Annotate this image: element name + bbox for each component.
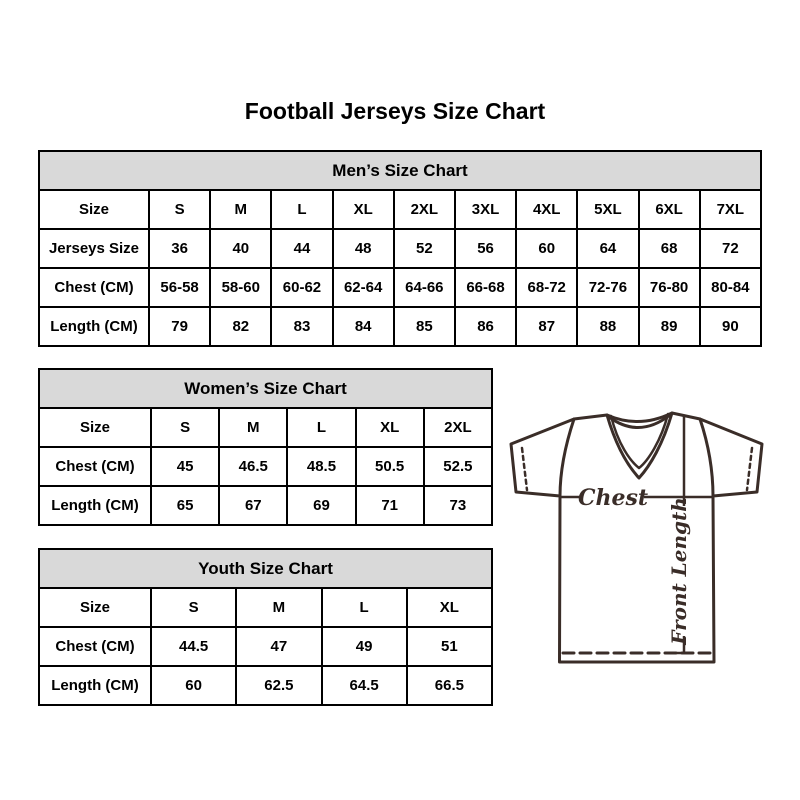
table-row <box>39 627 492 666</box>
value-cell: 36 <box>149 229 210 268</box>
value-cell: S <box>149 190 210 229</box>
row-label-cell: Length (CM) <box>39 486 151 525</box>
value-cell: 60-62 <box>271 268 332 307</box>
value-cell: 69 <box>287 486 355 525</box>
value-cell: 3XL <box>455 190 516 229</box>
value-cell: 58-60 <box>210 268 271 307</box>
value-cell: 89 <box>639 307 700 346</box>
value-cell: 72-76 <box>577 268 638 307</box>
value-cell: 4XL <box>516 190 577 229</box>
row-label-cell: Size <box>39 408 151 447</box>
row-label-cell: Jerseys Size <box>39 229 149 268</box>
value-cell: 80-84 <box>700 268 761 307</box>
value-cell: XL <box>356 408 424 447</box>
row-label-cell: Chest (CM) <box>39 447 151 486</box>
value-cell: 88 <box>577 307 638 346</box>
table-header-row <box>39 369 492 408</box>
youth-table-title: Youth Size Chart <box>39 549 492 588</box>
chest-label: Chest <box>577 485 649 511</box>
value-cell: 68 <box>639 229 700 268</box>
value-cell: 47 <box>236 627 321 666</box>
value-cell: 40 <box>210 229 271 268</box>
value-cell: L <box>271 190 332 229</box>
value-cell: 76-80 <box>639 268 700 307</box>
value-cell: 51 <box>407 627 492 666</box>
womens-size-table <box>38 368 493 526</box>
value-cell: 60 <box>516 229 577 268</box>
value-cell: 52.5 <box>424 447 492 486</box>
value-cell: 52 <box>394 229 455 268</box>
value-cell: 2XL <box>424 408 492 447</box>
mens-table-title: Men’s Size Chart <box>39 151 761 190</box>
table-row <box>39 447 492 486</box>
value-cell: 62.5 <box>236 666 321 705</box>
table-header-row <box>39 151 761 190</box>
mens-size-table <box>38 150 762 347</box>
value-cell: 85 <box>394 307 455 346</box>
value-cell: 44 <box>271 229 332 268</box>
value-cell: 60 <box>151 666 236 705</box>
value-cell: 56-58 <box>149 268 210 307</box>
value-cell: 66.5 <box>407 666 492 705</box>
value-cell: L <box>322 588 407 627</box>
value-cell: M <box>236 588 321 627</box>
value-cell: 66-68 <box>455 268 516 307</box>
table-row <box>39 588 492 627</box>
value-cell: S <box>151 408 219 447</box>
row-label-cell: Size <box>39 190 149 229</box>
jersey-outline <box>511 413 762 662</box>
value-cell: 64-66 <box>394 268 455 307</box>
value-cell: 44.5 <box>151 627 236 666</box>
row-label-cell: Chest (CM) <box>39 627 151 666</box>
table-row <box>39 408 492 447</box>
table-row <box>39 666 492 705</box>
value-cell: 79 <box>149 307 210 346</box>
value-cell: 64 <box>577 229 638 268</box>
page-title: Football Jerseys Size Chart <box>244 98 546 124</box>
table-row <box>39 229 761 268</box>
value-cell: 90 <box>700 307 761 346</box>
value-cell: 67 <box>219 486 287 525</box>
value-cell: 6XL <box>639 190 700 229</box>
youth-size-table <box>38 548 493 706</box>
value-cell: 87 <box>516 307 577 346</box>
value-cell: 82 <box>210 307 271 346</box>
row-label-cell: Length (CM) <box>39 666 151 705</box>
value-cell: S <box>151 588 236 627</box>
table-row <box>39 486 492 525</box>
jersey-diagram <box>504 406 772 666</box>
value-cell: 45 <box>151 447 219 486</box>
value-cell: 86 <box>455 307 516 346</box>
table-row <box>39 307 761 346</box>
value-cell: 46.5 <box>219 447 287 486</box>
value-cell: M <box>210 190 271 229</box>
value-cell: 2XL <box>394 190 455 229</box>
value-cell: 7XL <box>700 190 761 229</box>
table-row <box>39 190 761 229</box>
womens-table-title: Women’s Size Chart <box>39 369 492 408</box>
value-cell: 84 <box>333 307 394 346</box>
value-cell: 68-72 <box>516 268 577 307</box>
value-cell: 56 <box>455 229 516 268</box>
value-cell: 5XL <box>577 190 638 229</box>
table-header-row <box>39 549 492 588</box>
value-cell: XL <box>407 588 492 627</box>
value-cell: XL <box>333 190 394 229</box>
value-cell: 64.5 <box>322 666 407 705</box>
row-label-cell: Length (CM) <box>39 307 149 346</box>
value-cell: 49 <box>322 627 407 666</box>
value-cell: 48.5 <box>287 447 355 486</box>
value-cell: M <box>219 408 287 447</box>
value-cell: 65 <box>151 486 219 525</box>
front-length-label: Front Length <box>667 497 691 645</box>
row-label-cell: Chest (CM) <box>39 268 149 307</box>
table-row <box>39 268 761 307</box>
value-cell: 73 <box>424 486 492 525</box>
value-cell: 83 <box>271 307 332 346</box>
row-label-cell: Size <box>39 588 151 627</box>
value-cell: L <box>287 408 355 447</box>
value-cell: 48 <box>333 229 394 268</box>
value-cell: 72 <box>700 229 761 268</box>
value-cell: 71 <box>356 486 424 525</box>
value-cell: 50.5 <box>356 447 424 486</box>
value-cell: 62-64 <box>333 268 394 307</box>
